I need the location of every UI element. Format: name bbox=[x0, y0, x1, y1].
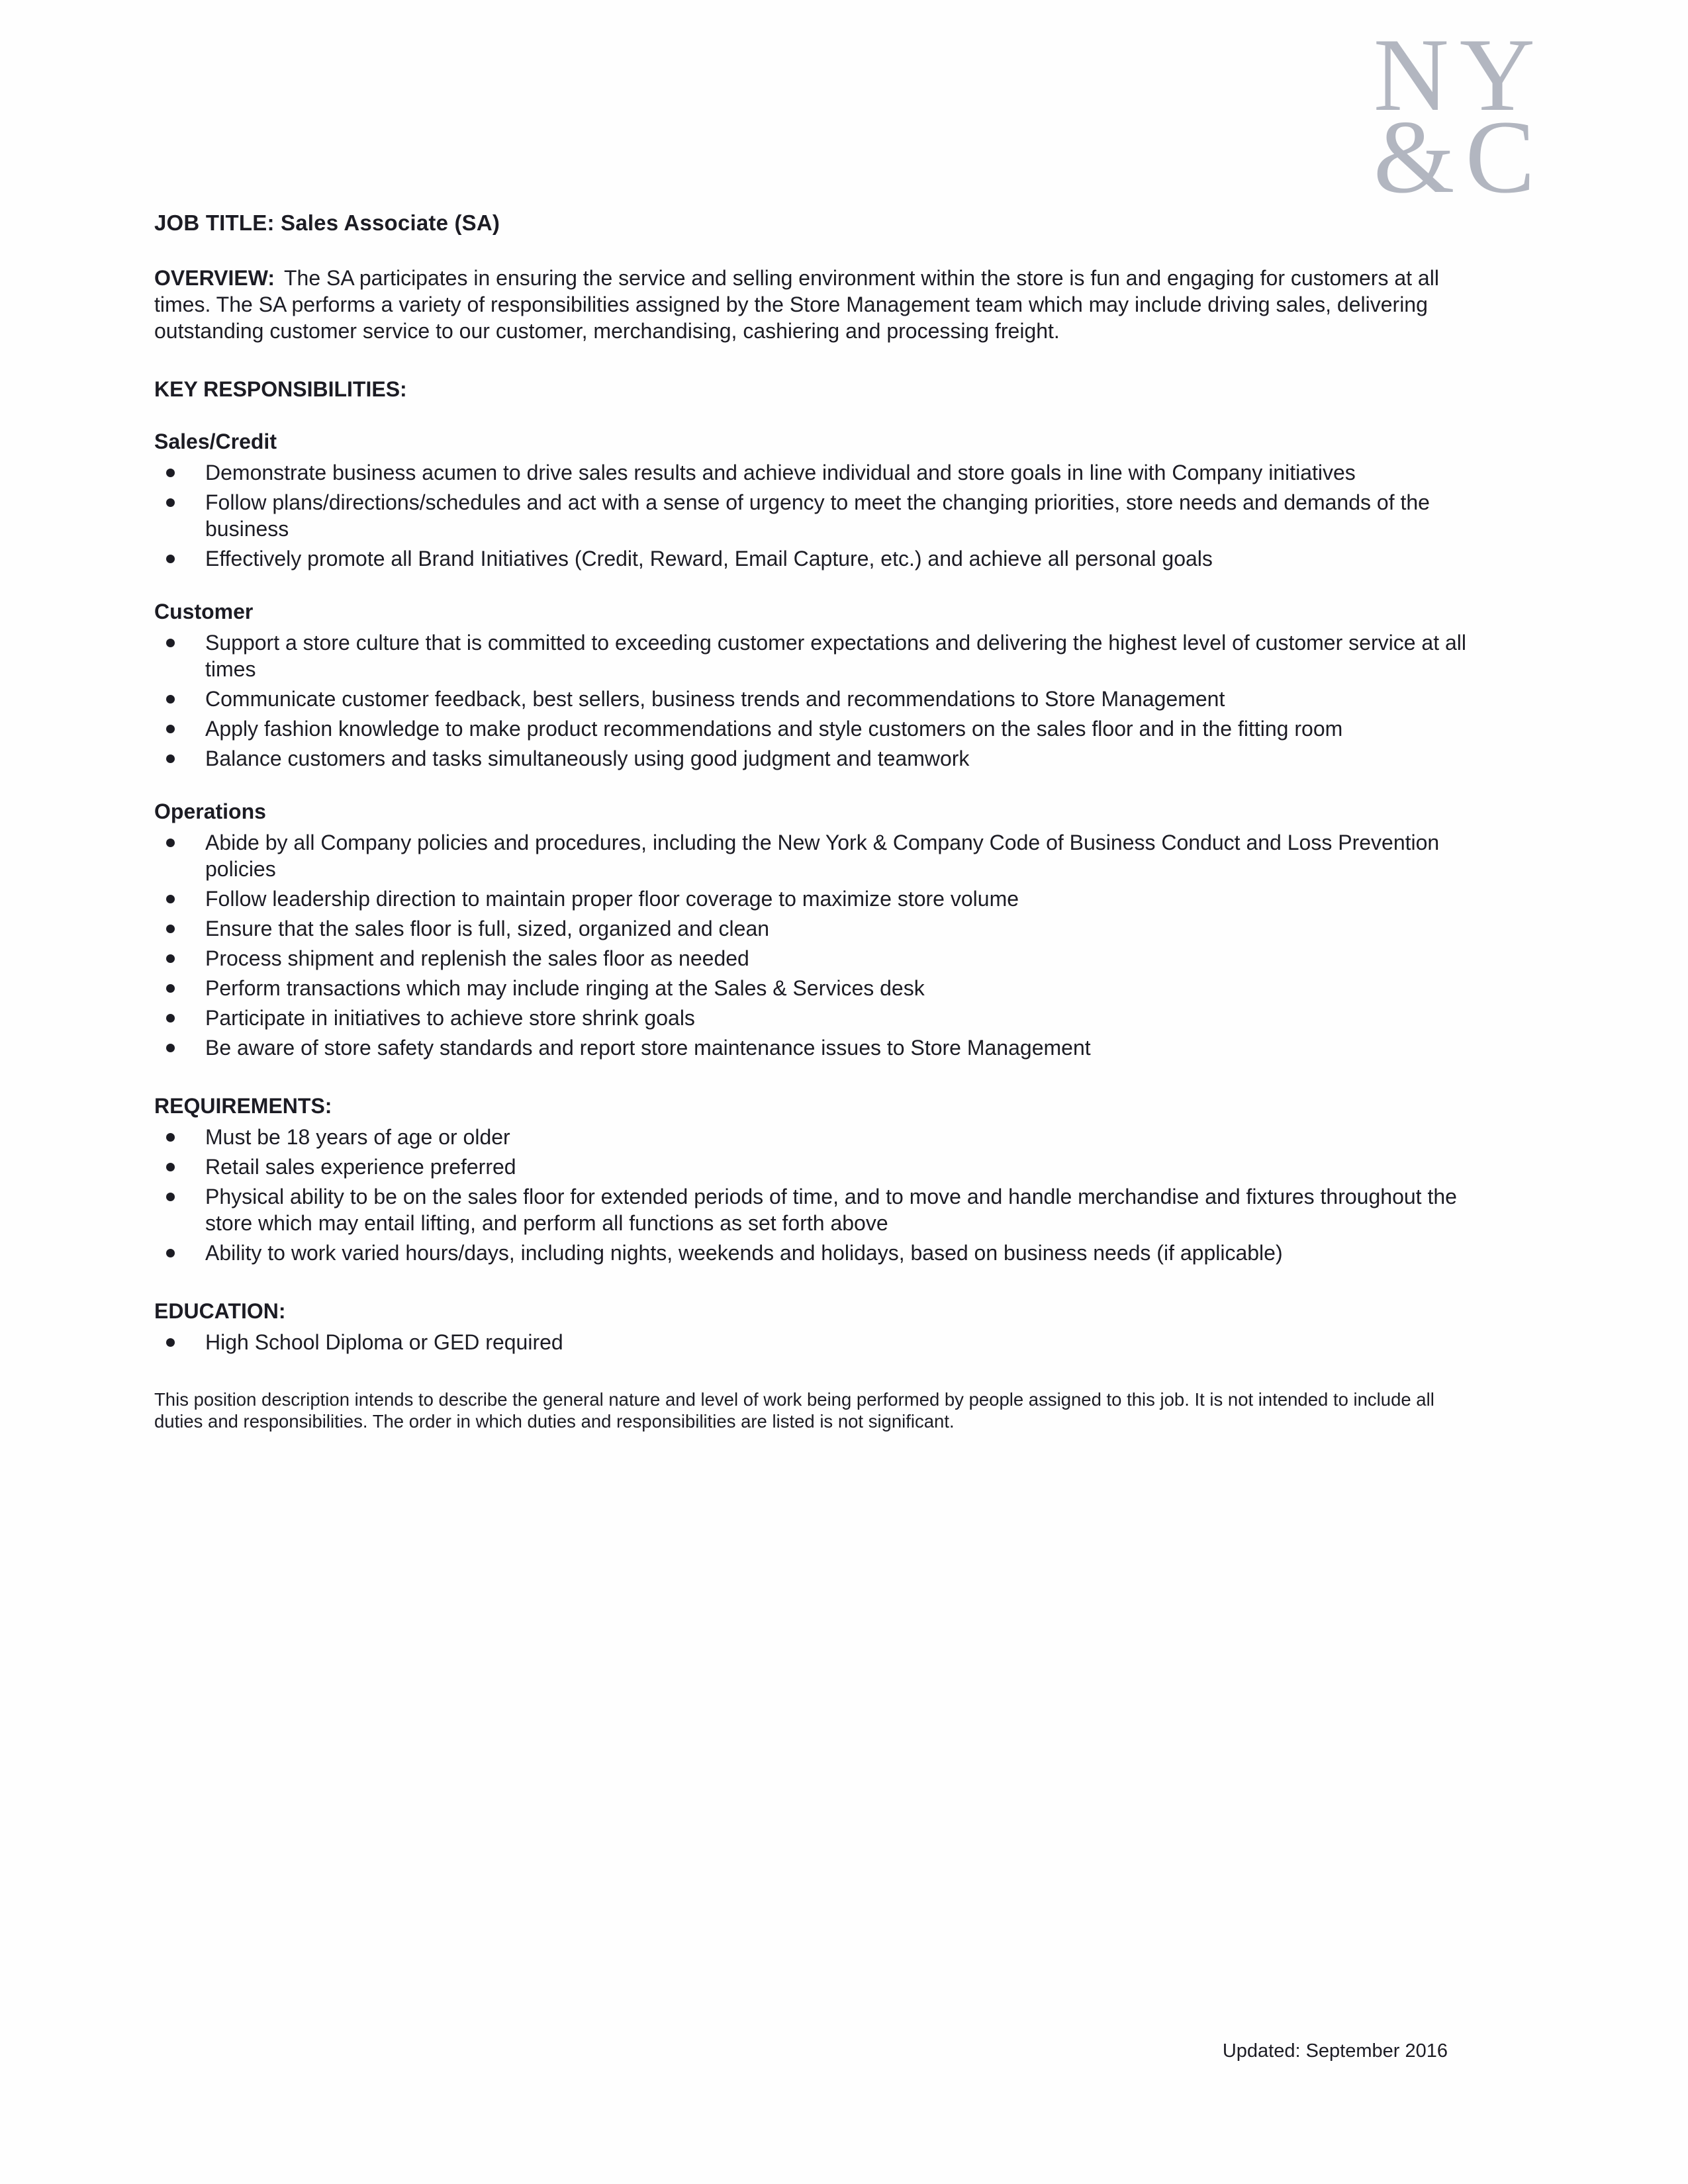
bullet-item: Process shipment and replenish the sales floor as needed bbox=[154, 945, 1478, 972]
document-content bbox=[154, 210, 1478, 1432]
bullet-item: Follow plans/directions/schedules and act with a sense of urgency to meet the changing priorities, store needs and demands of the business bbox=[154, 489, 1478, 542]
bullet-item: Perform transactions which may include ringing at the Sales & Services desk bbox=[154, 975, 1478, 1001]
bullet-item: Retail sales experience preferred bbox=[154, 1154, 1478, 1180]
section-heading-customer: Customer bbox=[154, 600, 254, 623]
bullet-item: Apply fashion knowledge to make product recommendations and style customers on the sales floor and in the fitting room bbox=[154, 715, 1478, 742]
education-heading: EDUCATION: bbox=[154, 1299, 286, 1323]
logo-line-ny: NY bbox=[1373, 17, 1546, 133]
requirements-heading: REQUIREMENTS: bbox=[154, 1094, 332, 1118]
section-heading-operations: Operations bbox=[154, 799, 266, 823]
bullet-item: Be aware of store safety standards and report store maintenance issues to Store Management bbox=[154, 1034, 1478, 1061]
bullet-item: Demonstrate business acumen to drive sales results and achieve individual and store goals in line with Company initiatives bbox=[154, 459, 1478, 486]
bullet-item: Must be 18 years of age or older bbox=[154, 1124, 1478, 1150]
key-responsibilities-heading: KEY RESPONSIBILITIES: bbox=[154, 377, 407, 401]
bullet-item: Balance customers and tasks simultaneously using good judgment and teamwork bbox=[154, 745, 1478, 772]
updated-date: Updated: September 2016 bbox=[1222, 2040, 1448, 2062]
bullet-item: Abide by all Company policies and procedures, including the New York & Company Code of Business Conduct and Loss Prevention policies bbox=[154, 829, 1478, 882]
section-heading-sales-credit: Sales/Credit bbox=[154, 430, 277, 453]
education-list bbox=[154, 1329, 1478, 1355]
position-disclaimer: This position description intends to describe the general nature and level of work being performed by people assigned to this job. It is not intended to include all duties and responsibilities. The order in which duties and responsibilities are listed is not significant. bbox=[154, 1389, 1434, 1432]
bullet-item: Physical ability to be on the sales floor for extended periods of time, and to move and handle merchandise and fixtures throughout the store which may entail lifting, and perform all functions as set forth above bbox=[154, 1183, 1478, 1236]
overview-label: OVERVIEW: bbox=[154, 266, 275, 290]
bullet-item: Ability to work varied hours/days, including nights, weekends and holidays, based on business needs (if applicable) bbox=[154, 1240, 1478, 1266]
bullet-item: Support a store culture that is committed to exceeding customer expectations and delivering the highest level of customer service at all times bbox=[154, 629, 1478, 682]
nyc-logo bbox=[1373, 17, 1546, 215]
bullet-item: Effectively promote all Brand Initiatives (Credit, Reward, Email Capture, etc.) and achieve all personal goals bbox=[154, 545, 1478, 572]
bullet-item: Communicate customer feedback, best sellers, business trends and recommendations to Store Management bbox=[154, 686, 1478, 712]
bullet-item: Ensure that the sales floor is full, sized, organized and clean bbox=[154, 915, 1478, 942]
operations-list bbox=[154, 829, 1478, 1061]
sales-credit-list bbox=[154, 459, 1478, 572]
requirements-list bbox=[154, 1124, 1478, 1266]
bullet-item: High School Diploma or GED required bbox=[154, 1329, 1478, 1355]
bullet-item: Follow leadership direction to maintain proper floor coverage to maximize store volume bbox=[154, 886, 1478, 912]
bullet-item: Participate in initiatives to achieve store shrink goals bbox=[154, 1005, 1478, 1031]
customer-list bbox=[154, 629, 1478, 772]
overview-text: The SA participates in ensuring the service and selling environment within the store is fun and engaging for customers at all times. The SA performs a variety of responsibilities assigned by the Store Management team which may include driving sales, delivering outstanding customer service to our customer, merchandising, cashiering and processing freight. bbox=[154, 266, 1439, 343]
overview-paragraph bbox=[154, 265, 1478, 344]
logo-line-ampc: &C bbox=[1373, 99, 1546, 215]
job-title: JOB TITLE: Sales Associate (SA) bbox=[154, 210, 500, 235]
